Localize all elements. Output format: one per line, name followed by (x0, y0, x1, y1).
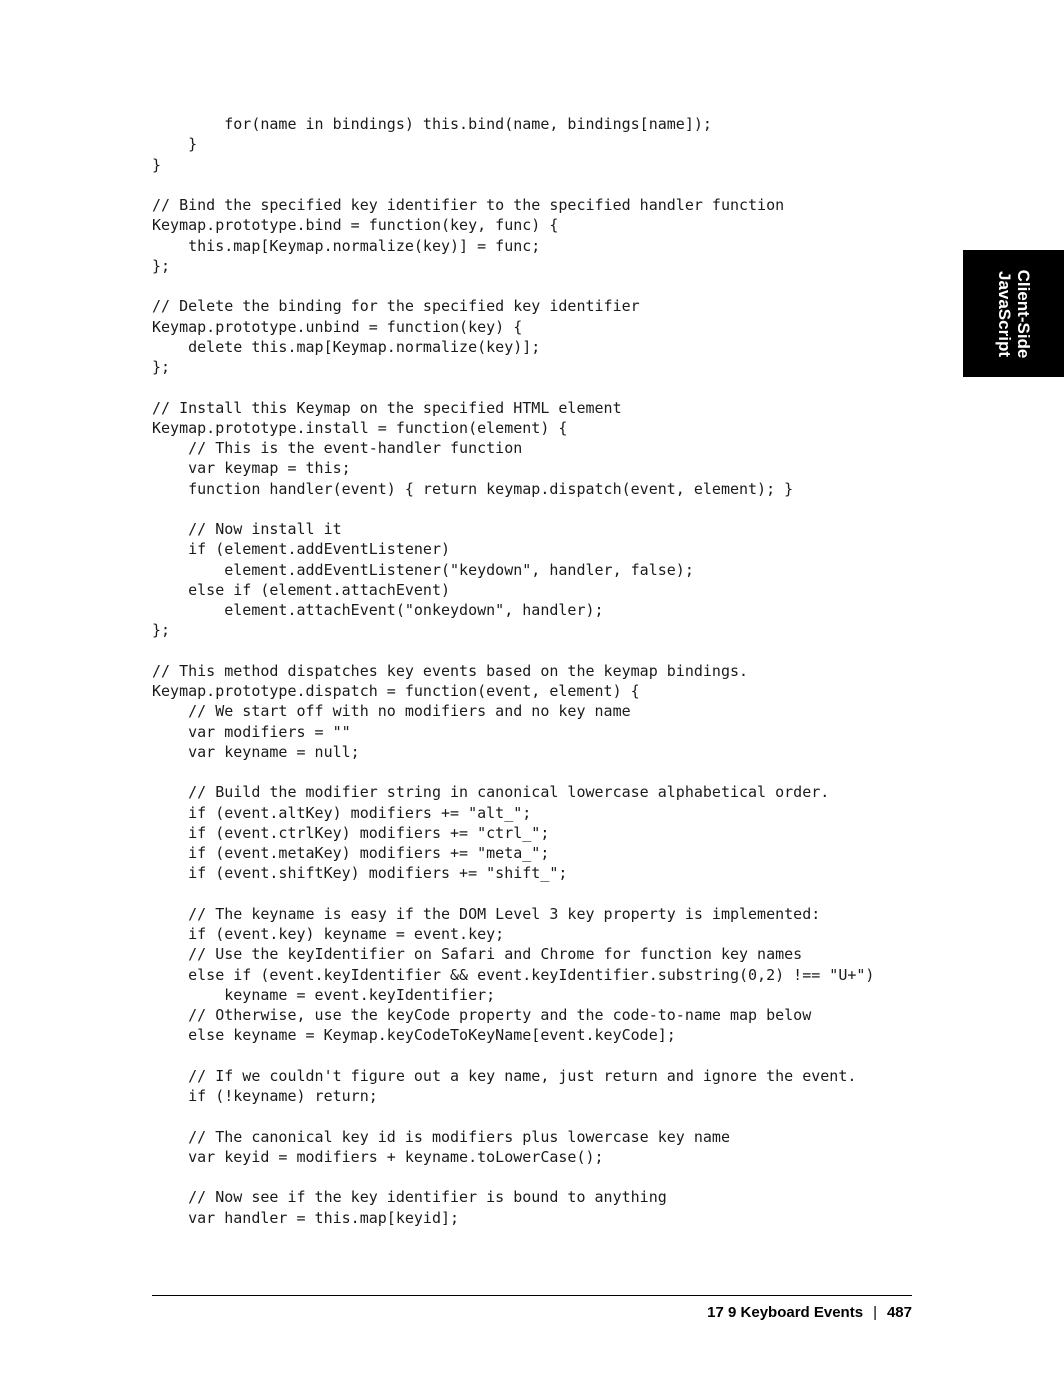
code-line: // This method dispatches key events based on the keymap bindings. (152, 661, 749, 680)
code-line: } (152, 135, 198, 154)
code-line: var keyname = null; (152, 742, 360, 761)
code-line: // Bind the specified key identifier to the specified handler function (152, 196, 785, 214)
code-line: // Delete the binding for the specified key identifier (152, 297, 640, 316)
code-line: // Now see if the key identifier is bound to anything (152, 1188, 667, 1207)
code-line: }; (152, 358, 171, 376)
code-line: // Now install it (152, 520, 342, 538)
code-line: else if (element.attachEvent) (152, 580, 451, 599)
code-line: }; (152, 256, 171, 275)
code-line: // We start off with no modifiers and no key name (152, 702, 631, 721)
footer-section-title: 17 9 Keyboard Events (707, 1304, 864, 1321)
code-line (152, 175, 874, 195)
chapter-thumb-line-1: Client-Side (1013, 269, 1033, 358)
code-line: var handler = this.map[keyid]; (152, 1208, 460, 1227)
code-line: } (152, 155, 162, 174)
running-footer (707, 1304, 912, 1321)
code-line: // Otherwise, use the keyCode property and the code-to-name map below (152, 1006, 812, 1024)
code-line: element.attachEvent("onkeydown", handler); (152, 601, 604, 619)
chapter-thumb-line-2: JavaScript (994, 270, 1014, 357)
code-line: this.map[Keymap.normalize(key)] = func; (152, 236, 541, 255)
chapter-thumb-tab (963, 250, 1064, 377)
code-line (152, 1046, 874, 1066)
code-line: else keyname = Keymap.keyCodeToKeyName[event.keyCode]; (152, 1026, 676, 1045)
code-line: var keymap = this; (152, 459, 351, 478)
code-line: delete this.map[Keymap.normalize(key)]; (152, 337, 541, 356)
code-line: }; (152, 621, 171, 640)
code-line: for(name in bindings) this.bind(name, bindings[name]); (152, 115, 712, 133)
footer-rule (152, 1295, 912, 1296)
code-line (152, 641, 874, 661)
code-line: if (event.key) keyname = event.key; (152, 925, 505, 943)
code-line: Keymap.prototype.dispatch = function(event, element) { (152, 682, 640, 700)
chapter-thumb-label (995, 269, 1033, 358)
code-line: if (!keyname) return; (152, 1087, 378, 1105)
code-line: // The canonical key id is modifiers plus lowercase key name (152, 1127, 730, 1146)
code-line: if (event.metaKey) modifiers += "meta_"; (152, 844, 550, 862)
code-line: Keymap.prototype.bind = function(key, func) { (152, 216, 559, 235)
code-line: if (event.shiftKey) modifiers += "shift_"; (152, 864, 568, 883)
code-line (152, 499, 874, 519)
code-line (152, 1106, 874, 1126)
code-line: var modifiers = "" (152, 722, 351, 741)
code-line: // Build the modifier string in canonical lowercase alphabetical order. (152, 783, 830, 802)
code-line: if (event.ctrlKey) modifiers += "ctrl_"; (152, 823, 550, 842)
code-line: Keymap.prototype.unbind = function(key) { (152, 317, 523, 336)
code-line: var keyid = modifiers + keyname.toLowerCase(); (152, 1147, 604, 1166)
code-line (152, 276, 874, 296)
code-line: if (element.addEventListener) (152, 540, 451, 559)
code-line: // Install this Keymap on the specified HTML element (152, 398, 622, 417)
code-line: // The keyname is easy if the DOM Level 3 key property is implemented: (152, 904, 821, 923)
code-line: // Use the keyIdentifier on Safari and Chrome for function key names (152, 945, 803, 964)
code-line (152, 377, 874, 397)
code-line (152, 884, 874, 904)
page-number: 487 (886, 1304, 912, 1321)
code-line: Keymap.prototype.install = function(element) { (152, 418, 568, 437)
code-line: // This is the event-handler function (152, 439, 523, 457)
code-line: element.addEventListener("keydown", handler, false); (152, 560, 694, 579)
code-line (152, 1167, 874, 1187)
code-line (152, 762, 874, 782)
code-line: else if (event.keyIdentifier && event.keyIdentifier.substring(0,2) !== "U+") (152, 965, 875, 984)
code-line: function handler(event) { return keymap.dispatch(event, element); } (152, 479, 794, 498)
code-line: if (event.altKey) modifiers += "alt_"; (152, 803, 532, 822)
code-line: // If we couldn't figure out a key name, just return and ignore the event. (152, 1066, 857, 1085)
code-listing (152, 114, 874, 1228)
code-line: keyname = event.keyIdentifier; (152, 985, 496, 1004)
footer-separator: | (873, 1304, 877, 1321)
